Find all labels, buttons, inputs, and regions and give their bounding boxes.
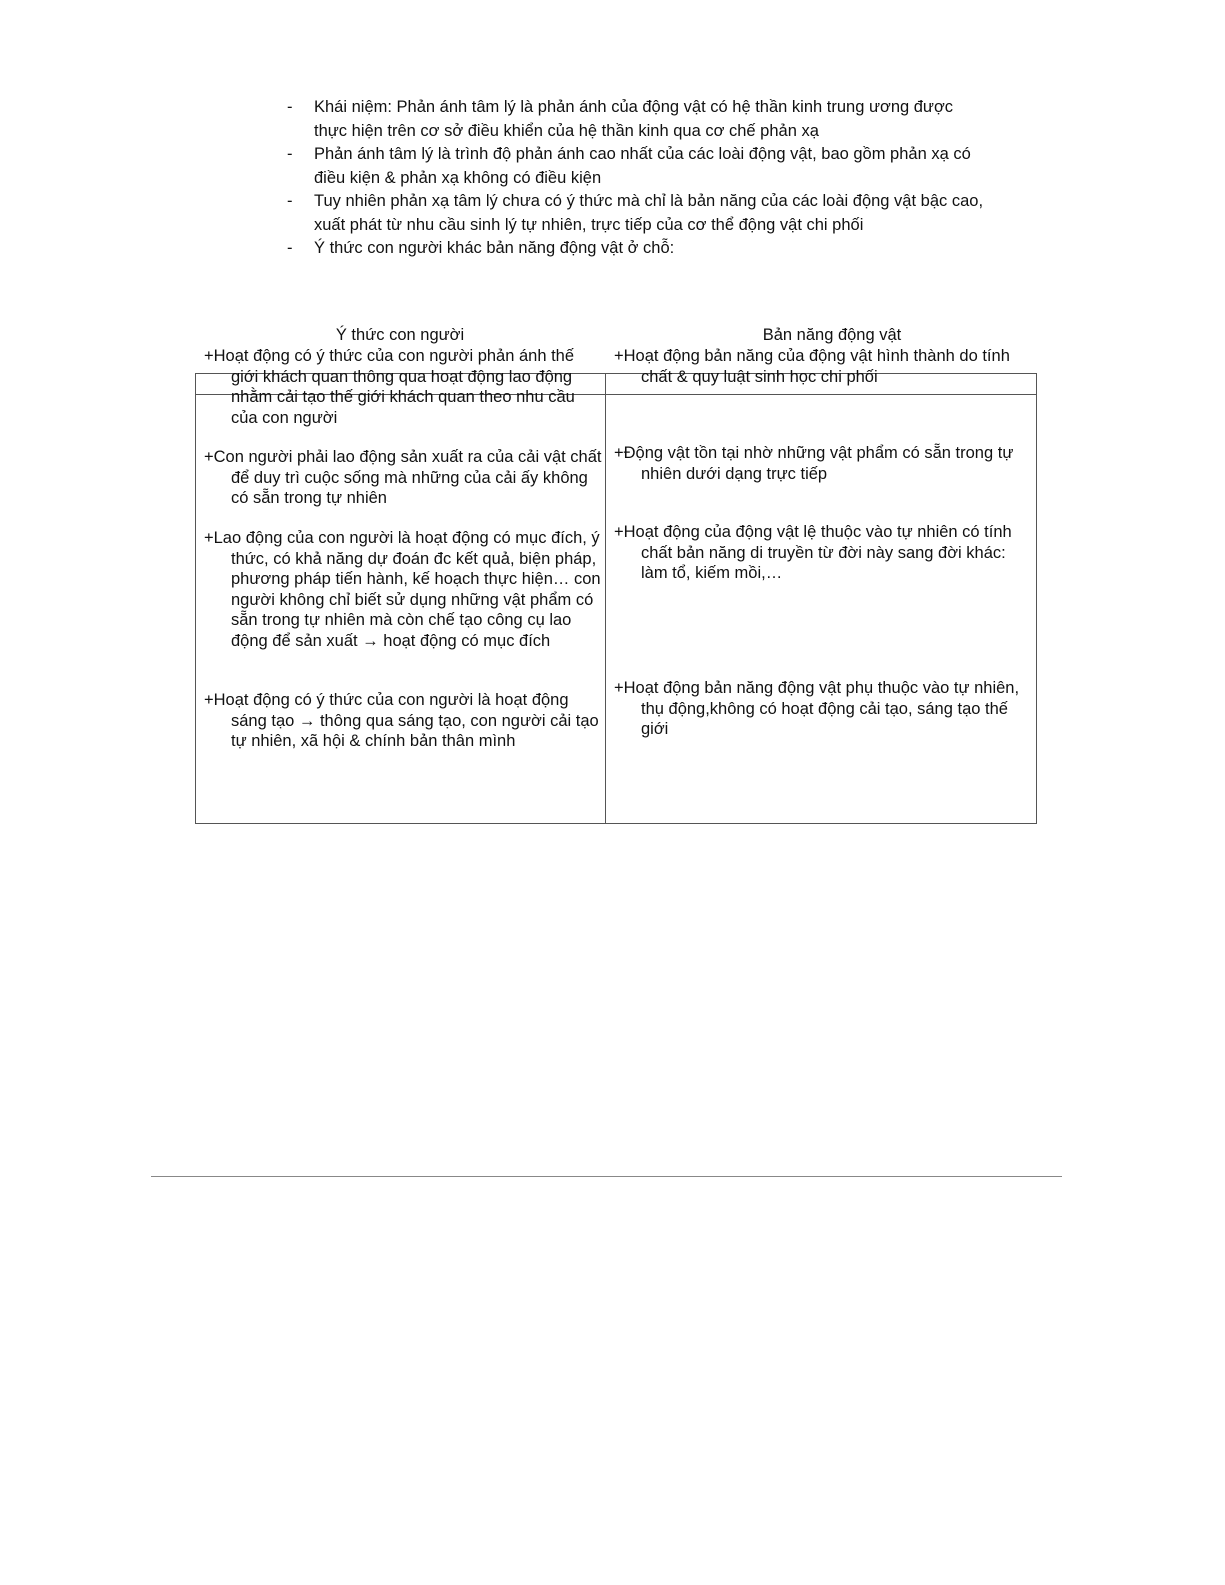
right-cell-text: +Động vật tồn tại nhờ những vật phẩm có sẵn trong tự nhiên dưới dạng trực tiếp (614, 444, 1014, 483)
left-column-header: Ý thức con người (335, 326, 465, 344)
left-cell-text: +Hoạt động có ý thức của con người phản ánh thế giới khách quan thông qua hoạt động lao động nhằm cải tạo thế giới khách quan theo nhu cầu của con người (204, 347, 575, 427)
left-cell-text: +Hoạt động có ý thức của con người là hoạt động sáng tạo → thông qua sáng tạo, con người cải tạo tự nhiên, xã hội & chính bản thân mình (204, 691, 599, 750)
bullet-text: Khái niệm: Phản ánh tâm lý là phản ánh của động vật có hệ thần kinh trung ương được thực hiện trên cơ sở điều khiển của hệ thần kinh qua cơ chế phản xạ (314, 98, 954, 140)
bullet-text: Phản ánh tâm lý là trình độ phản ánh cao nhất của các loài động vật, bao gồm phản xạ có điều kiện & phản xạ không có điều kiện (314, 145, 971, 187)
left-cell-3 (204, 528, 604, 651)
table-column-divider (605, 373, 606, 824)
bullet-dash: - (287, 239, 293, 257)
bullet-text: Ý thức con người khác bản năng động vật ở chỗ: (314, 239, 675, 257)
right-cell-text: +Hoạt động bản năng động vật phụ thuộc vào tự nhiên, thụ động,không có hoạt động cải tạo, sáng tạo thế giới (614, 679, 1020, 738)
left-cell-4 (204, 690, 604, 752)
bullet-list (287, 96, 987, 261)
right-cell-2 (614, 443, 1034, 484)
right-cell-text: +Hoạt động của động vật lệ thuộc vào tự nhiên có tính chất bản năng di truyền từ đời này sang đời khác: làm tổ, kiếm mồi,… (614, 523, 1012, 582)
left-cell-text: +Lao động của con người là hoạt động có mục đích, ý thức, có khả năng dự đoán đc kết quả, biện pháp, phương pháp tiến hành, kế hoạch thực hiện… con người không chỉ biết sử dụng những vật phẩm có sẵn trong tự nhiên mà còn chế tạo công cụ lao động để sản xuất → hoạt động có mục đích (204, 529, 601, 650)
page-footer-rule (151, 1176, 1062, 1177)
right-cell-3 (614, 522, 1034, 584)
bullet-dash: - (287, 145, 293, 163)
bullet-item (287, 96, 987, 143)
bullet-text: Tuy nhiên phản xạ tâm lý chưa có ý thức mà chỉ là bản năng của các loài động vật bậc cao, xuất phát từ nhu cầu sinh lý tự nhiên, trực tiếp của cơ thể động vật chi phối (314, 192, 984, 234)
bullet-item (287, 237, 987, 261)
right-column-header: Bản năng động vật (762, 326, 902, 344)
left-cell-text: +Con người phải lao động sản xuất ra của cải vật chất để duy trì cuộc sống mà những của cải ấy không có sẵn trong tự nhiên (204, 448, 602, 507)
right-cell-4 (614, 678, 1034, 740)
bullet-dash: - (287, 98, 293, 116)
left-cell-1 (204, 346, 604, 428)
right-cell-text: +Hoạt động bản năng của động vật hình thành do tính chất & quy luật sinh học chi phối (614, 347, 1010, 386)
bullet-item (287, 143, 987, 190)
bullet-item (287, 190, 987, 237)
left-cell-2 (204, 447, 604, 509)
right-cell-1 (614, 346, 1034, 387)
bullet-dash: - (287, 192, 293, 210)
